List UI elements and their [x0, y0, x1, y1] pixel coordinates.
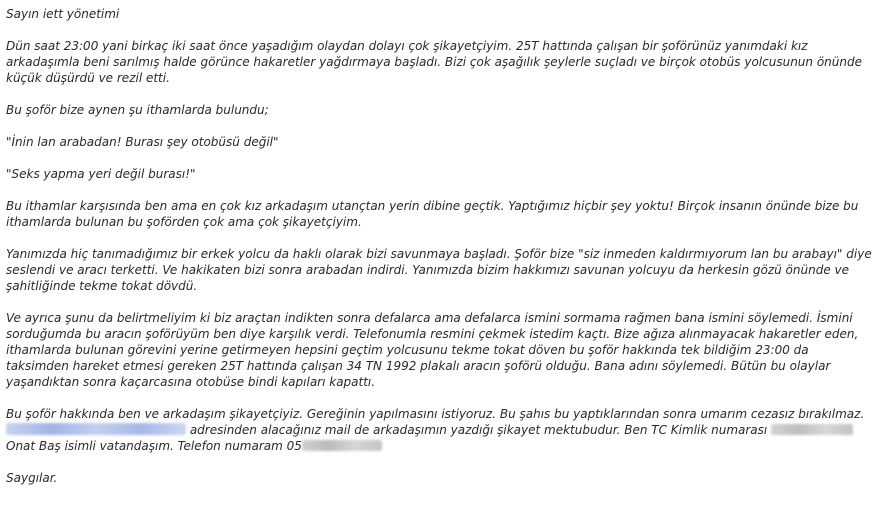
- letter-paragraph-3: Bu ithamlar karşısında ben ama en çok kız arkadaşım utançtan yerin dibine geçtik. Yaptığımız hiçbir şey yoktu! Birçok insanın önünde bize bu ithamlarda bulunan bu şoförden çok ama çok şikayetçiyim.: [6, 199, 859, 229]
- redacted-email: [6, 423, 186, 435]
- letter-paragraph-1: Dün saat 23:00 yani birkaç iki saat önce yaşadığım olaydan dolayı çok şikayetçiyim. 25T hattında çalışan bir şoförünüz yanımdaki kız arkadaşımla beni sarılmış halde görünce hakaretler yağdırmaya başladı. Bizi çok aşağılık şeylerle suçladı ve birçok otobüs yolcusunun önünde küçük düşürdü ve rezil etti.: [6, 39, 862, 85]
- letter-paragraph-2: Bu şoför bize aynen şu ithamlarda bulundu;: [6, 103, 269, 117]
- letter-paragraph-6: [6, 406, 872, 454]
- letter-closing: Saygılar.: [6, 471, 58, 485]
- complaint-letter: [6, 6, 872, 502]
- letter-paragraph-5: Ve ayrıca şunu da belirtmeliyim ki biz araçtan indikten sonra defalarca ama defalarca ismini sormama rağmen bana ismini söylemedi. İsmini sorduğumda bu aracın şoförüyüm ben diye karşılık verdi. Telefonumla resmini çekmek istedim kaçtı. Bize ağıza alınmayacak hakaretler eden, ithamlarda bulunan görevini yerine getirmeyen hepsini geçtim yolcusunu tekme tokat döven bu şoför hakkında tek bildiğim 23:00 da taksimden hareket etmesi gereken 25T hattında çalışan 34 TN 1992 plakalı aracın şoförü olduğu. Bana adını söylemedi. Bütün bu olaylar yaşandıktan sonra kaçarcasına otobüse bindi kapıları kapattı.: [6, 311, 859, 389]
- letter-quote-2: "Seks yapma yeri değil burası!": [6, 167, 196, 181]
- letter-greeting: Sayın iett yönetimi: [6, 7, 120, 21]
- redacted-phone-number: [302, 440, 382, 451]
- paragraph-6-line-1: Bu şoför hakkında ben ve arkadaşım şikayetçiyiz. Gereğinin yapılmasını istiyoruz. Bu şahıs bu yaptıklarından sonra umarım cezasız bırakılmaz.: [6, 407, 865, 421]
- letter-quote-1: "İnin lan arabadan! Burası şey otobüsü değil": [6, 135, 279, 149]
- paragraph-6-line-3: Onat Baş isimli vatandaşım. Telefon numaram 05: [6, 439, 302, 453]
- redacted-id-number: [771, 424, 853, 435]
- letter-paragraph-4: Yanımızda hiç tanımadığımız bir erkek yolcu da haklı olarak bizi savunmaya başladı. Şoför bize "siz inmeden kaldırmıyorum lan bu arabayı" diye seslendi ve aracı terketti. Ve hakikaten bizi sonra arabadan indirdi. Yanımızda bizim hakkımızı savunan yolcuyu da herkesin gözü önünde ve şahitliğinde tekme tokat dövdü.: [6, 247, 872, 293]
- paragraph-6-after-email: adresinden alacağınız mail de arkadaşımın yazdığı şikayet mektubudur. Ben TC Kimlik numarası: [186, 423, 772, 437]
